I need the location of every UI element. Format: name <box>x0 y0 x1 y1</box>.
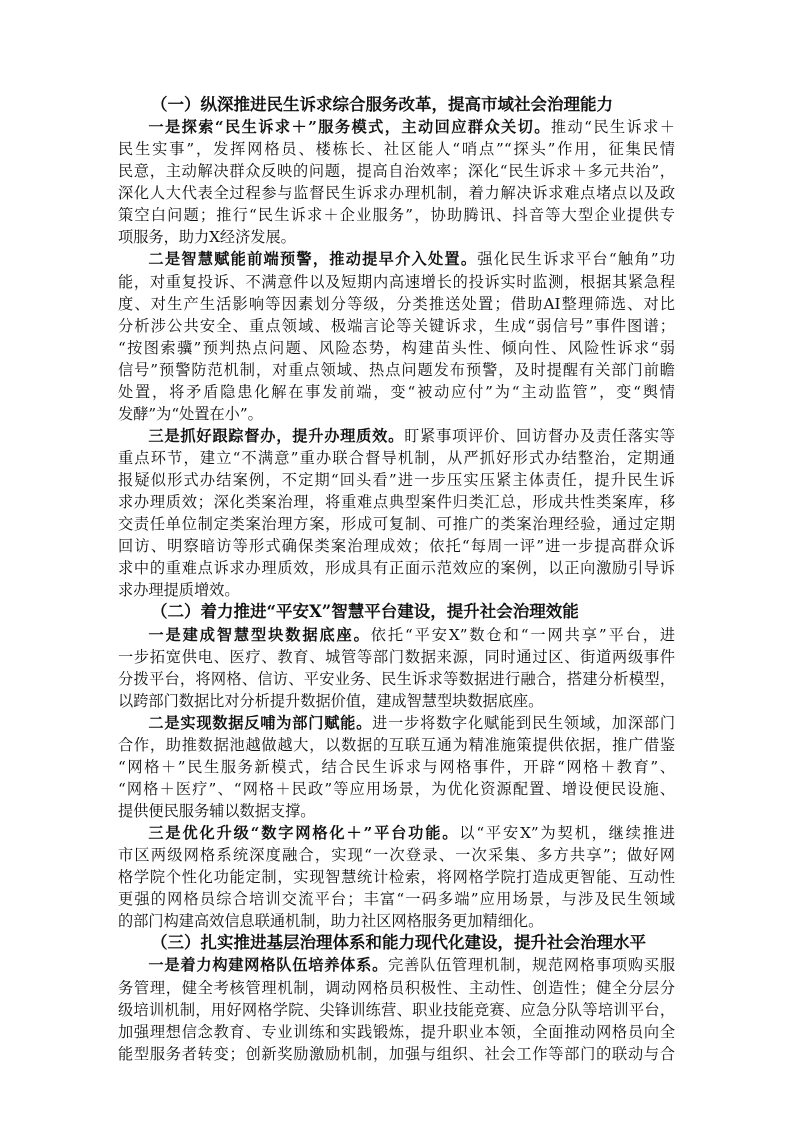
paragraph-lead: 二是实现数据反哺为部门赋能。 <box>148 713 373 732</box>
paragraph-line: 项服务，助力X经济发展。 <box>118 228 296 247</box>
paragraph <box>118 425 675 602</box>
section-3 <box>118 932 675 1064</box>
paragraph-line <box>118 248 675 270</box>
document-page <box>118 94 675 1065</box>
paragraph-line: 市区两级网格系统深度融合，实现“一次登录、一次采集、多方共享”；做好网 <box>118 846 675 865</box>
paragraph <box>118 116 675 248</box>
paragraph-line: 民意，主动解决群众反映的问题，提高自治效率；深化“民生诉求＋多元共治”， <box>118 162 675 181</box>
paragraph-line: 求办理提质增效。 <box>118 581 240 600</box>
paragraph-line <box>118 954 675 976</box>
paragraph-line: 更强的网格员综合培训交流平台；丰富“一码多端”应用场景，与涉及民生领域 <box>118 890 675 909</box>
paragraph-line-text: 以“平安X”为契机，继续推进 <box>459 824 675 843</box>
paragraph <box>118 248 675 425</box>
paragraph-line: 分析涉公共安全、重点领域、极端言论等关键诉求，生成“弱信号”事件图谱； <box>118 316 675 335</box>
paragraph <box>118 954 675 1064</box>
paragraph-lead: 三是抓好跟踪督办，提升办理质效。 <box>148 426 405 445</box>
section-2 <box>118 601 675 932</box>
paragraph-line: “网格＋”民生服务新模式，结合民生诉求与网格事件，开辟“网格＋教育”、 <box>118 757 675 776</box>
paragraph-line: 报疑似形式办结案例，不定期“回头看”进一步压实压紧主体责任，提升民生诉 <box>118 471 675 490</box>
paragraph-line: 合作，助推数据池越做越大，以数据的互联互通为精准施策提供依据，推广借鉴 <box>118 735 675 754</box>
paragraph-line: 加强理想信念教育、专业训练和实践锻炼，提升职业本领，全面推动网格员向全 <box>118 1022 675 1041</box>
section-heading: （二）着力推进“平安X”智慧平台建设，提升社会治理效能 <box>151 602 579 622</box>
paragraph-line: 度、对生产生活影响等因素划分等级，分类推送处置；借助AI整理筛选、对比 <box>118 294 675 313</box>
paragraph-line-text: 依托“平安X”数仓和“一网共享”平台，进 <box>370 625 676 644</box>
section-heading: （一）纵深推进民生诉求综合服务改革，提高市域社会治理能力 <box>151 95 613 114</box>
paragraph-lead: 三是优化升级“数字网格化＋”平台功能。 <box>148 824 460 843</box>
paragraph-line: 重点环节，建立“不满意”重办联合督导机制，从严抓好形式办结整治，定期通 <box>118 449 675 467</box>
paragraph-line: 格学院个性化功能定制，实现智慧统计检索，将网格学院打造成更智能、互动性 <box>118 868 675 887</box>
paragraph-lead: 一是建成智慧型块数据底座。 <box>148 625 371 644</box>
paragraph-lead: 一是着力构建网格队伍培养体系。 <box>148 956 389 975</box>
paragraph-lead: 二是智慧赋能前端预警，推动提早介入处置。 <box>148 250 478 269</box>
paragraph-line: 级培训机制，用好网格学院、尖锋训练营、职业技能竞赛、应急分队等培训平台， <box>118 1000 675 1019</box>
paragraph-line: 分拨平台，将网格、信访、平安业务、民生诉求等数据进行融合，搭建分析模型， <box>118 669 675 688</box>
paragraph-line: “按图索骥”预判热点问题、风险态势，构建苗头性、倾向性、风险性诉求“弱 <box>118 338 675 357</box>
paragraph-line: “网格＋医疗”、“网格＋民政”等应用场景，为优化资源配置、增设便民设施、 <box>118 779 675 798</box>
paragraph-line-text: 盯紧事项评价、回访督办及责任落实等 <box>404 426 676 445</box>
paragraph-line: 深化人大代表全过程参与监督民生诉求办理机制，着力解决诉求难点堵点以及政 <box>118 184 675 203</box>
paragraph-line: 的部门构建高效信息联通机制，助力社区网格服务更加精细化。 <box>118 912 544 931</box>
paragraph-line <box>118 712 675 734</box>
paragraph-line: 策空白问题；推行“民生诉求＋企业服务”，协助腾讯、抖音等大型企业提供专 <box>118 206 675 225</box>
paragraph-line: 务管理，健全考核管理机制，调动网格员积极性、主动性、创造性；健全分层分 <box>118 978 675 997</box>
paragraph <box>118 624 675 712</box>
paragraph-line: 发酵”为“处置在小”。 <box>118 404 263 423</box>
section-1 <box>118 94 675 601</box>
paragraph-line: 交责任单位制定类案治理方案，形成可复制、可推广的类案治理经验，通过定期 <box>118 515 675 534</box>
section-heading: （三）扎实推进基层治理体系和能力现代化建设，提升社会治理水平 <box>151 933 646 953</box>
paragraph-line: 处置，将矛盾隐患化解在事发前端，变“被动应付”为“主动监管”，变“舆情 <box>118 382 675 401</box>
paragraph-lead: 一是探索“民生诉求＋”服务模式，主动回应群众关切。 <box>148 118 551 137</box>
paragraph-line: 求中的重难点诉求办理质效，形成具有正面示范效应的案例，以正向激励引导诉 <box>118 559 675 578</box>
paragraph-line: 求办理质效；深化类案治理，将重难点典型案件归类汇总，形成共性类案库，移 <box>118 493 675 512</box>
paragraph-line: 能型服务者转变；创新奖励激励机制，加强与组织、社会工作等部门的联动与合 <box>118 1044 675 1063</box>
paragraph-line: 民生实事”，发挥网格员、楼栋长、社区能人“哨点”“探头”作用，征集民情 <box>118 140 675 159</box>
paragraph-line <box>118 822 675 844</box>
paragraph-line-text: 进一步将数字化赋能到民生领域，加深部门 <box>372 713 676 732</box>
paragraph-line: 信号”预警防范机制，对重点领域、热点问题发布预警，及时提醒有关部门前瞻 <box>118 360 675 379</box>
paragraph-line: 一步拓宽供电、医疗、教育、城管等部门数据来源，同时通过区、街道两级事件 <box>118 647 675 666</box>
paragraph <box>118 712 675 822</box>
paragraph-line-text: 强化民生诉求平台“触角”功 <box>477 250 676 269</box>
paragraph-line <box>118 116 675 138</box>
paragraph-line <box>118 624 675 646</box>
paragraph-line: 提供便民服务辅以数据支撑。 <box>118 802 316 820</box>
paragraph <box>118 822 675 932</box>
paragraph-line-text: 推动“民生诉求＋ <box>550 118 675 137</box>
paragraph-line <box>118 425 675 447</box>
paragraph-line: 以跨部门数据比对分析提升数据价值，建成智慧型块数据底座。 <box>118 691 544 710</box>
paragraph-line: 回访、明察暗访等形式确保类案治理成效；依托“每周一评”进一步提高群众诉 <box>118 537 675 556</box>
paragraph-line-text: 完善队伍管理机制，规范网格事项购买服 <box>388 956 676 975</box>
paragraph-line: 能，对重复投诉、不满意件以及短期内高速增长的投诉实时监测，根据其紧急程 <box>118 272 675 291</box>
